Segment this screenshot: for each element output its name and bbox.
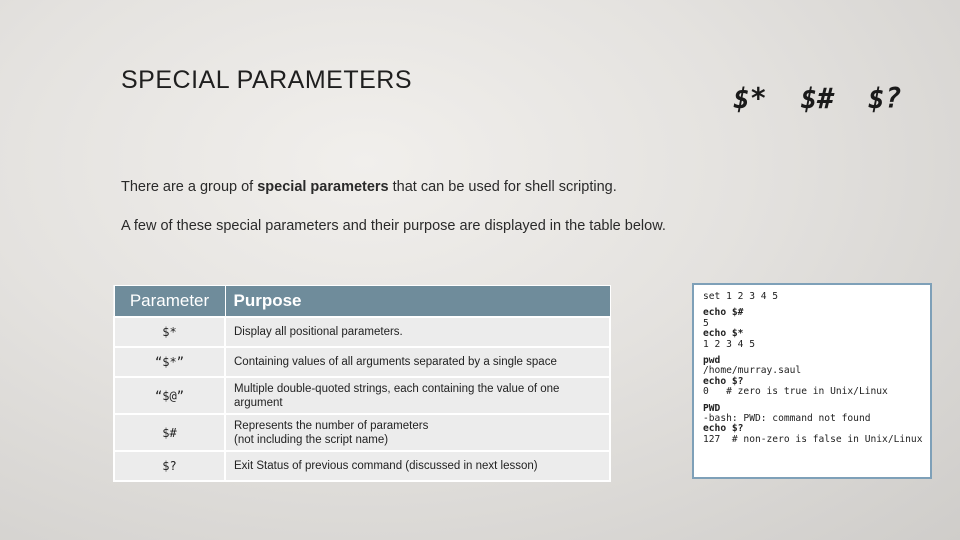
purpose-line-1: Represents the number of parameters — [234, 419, 429, 432]
table-row — [114, 347, 610, 377]
header-parameter: Parameter — [114, 286, 225, 318]
param-cell: “$*” — [114, 347, 225, 377]
intro-text-start: There are a group of — [121, 179, 258, 195]
purpose-cell: Exit Status of previous command (discussed in next lesson) — [225, 451, 610, 481]
terminal-line: 1 2 3 4 5 — [703, 338, 755, 350]
param-cell: $# — [114, 414, 225, 451]
terminal-line: PWD — [703, 402, 721, 414]
intro-text-end: that can be used for shell scripting. — [388, 179, 617, 195]
intro-text-bold: special parameters — [257, 179, 389, 195]
intro-paragraph — [121, 178, 681, 196]
table-row — [114, 414, 610, 451]
table-row — [114, 377, 610, 414]
purpose-cell: Multiple double-quoted strings, each containing the value of one argument — [225, 377, 610, 414]
terminal-line: echo $? — [703, 375, 744, 387]
terminal-line: 0 # zero is true in Unix/Linux — [703, 386, 888, 398]
terminal-line: echo $# — [703, 307, 744, 319]
slide-title: SPECIAL PARAMETERS — [121, 66, 413, 94]
table-header-row — [114, 286, 610, 318]
terminal-line: echo $* — [703, 328, 744, 340]
param-cell: “$@” — [114, 377, 225, 414]
purpose-cell: Containing values of all arguments separated by a single space — [225, 347, 610, 377]
header-purpose: Purpose — [225, 286, 610, 318]
table-row — [114, 451, 610, 481]
purpose-cell: Display all positional parameters. — [225, 317, 610, 347]
terminal-example — [692, 283, 932, 479]
terminal-line: 127 # non-zero is false in Unix/Linux — [703, 433, 923, 445]
table-description-paragraph: A few of these special parameters and their purpose are displayed in the table below. — [121, 218, 666, 234]
terminal-line: echo $? — [703, 423, 744, 435]
purpose-cell — [225, 414, 610, 451]
terminal-line: pwd — [703, 354, 721, 366]
param-cell: $? — [114, 451, 225, 481]
terminal-line: 5 — [703, 317, 709, 329]
purpose-line-2: (not including the script name) — [234, 433, 389, 446]
terminal-line: -bash: PWD: command not found — [703, 412, 871, 424]
special-symbols-heading: $* $# $? — [733, 82, 902, 115]
param-cell: $* — [114, 317, 225, 347]
terminal-line: /home/murray.saul — [703, 365, 802, 377]
terminal-line: set 1 2 3 4 5 — [703, 291, 779, 302]
table-row — [114, 317, 610, 347]
parameters-table — [113, 285, 611, 482]
